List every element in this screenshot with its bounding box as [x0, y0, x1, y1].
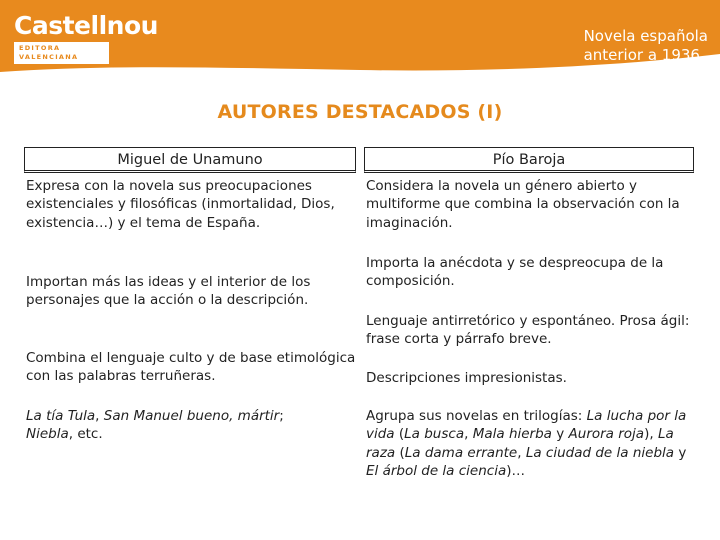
unamuno-paragraph-2: Importan más las ideas y el interior de los personajes que la acción o la descripción.: [26, 274, 311, 309]
slide-title: AUTORES DESTACADOS (I): [217, 101, 503, 123]
work-title: La lucha por la vida: [366, 408, 687, 443]
baroja-paragraph-3: Lenguaje antirretórico y espontáneo. Prosa ágil: frase corta y párrafo breve.: [366, 313, 690, 348]
trilogies-text: (: [394, 426, 405, 443]
trilogies-text: ),: [644, 426, 658, 443]
work-title: La busca: [404, 426, 465, 443]
trilogies-text: y: [551, 426, 569, 443]
trilogies-text: (: [395, 444, 405, 461]
work-title: La ciudad de la niebla: [525, 444, 675, 461]
work-title: Mala hierba: [472, 426, 552, 443]
trilogies-text: ,: [517, 444, 526, 461]
course-title-line2: anterior a 1936: [583, 46, 700, 64]
trilogies-text: )…: [506, 462, 526, 479]
works-separator: ;: [279, 408, 284, 424]
baroja-paragraph-4: Descripciones impresionistas.: [366, 370, 567, 386]
trilogies-text: ,: [464, 426, 473, 443]
works-separator: , etc.: [68, 426, 103, 443]
works-separator: ,: [95, 408, 104, 424]
logo-name: Castellnou: [14, 11, 158, 40]
baroja-paragraph-1: Considera la novela un género abierto y multiforme que combina la observación con la imaginación.: [366, 178, 680, 231]
trilogies-text: y: [674, 444, 687, 461]
work-title: Niebla: [26, 426, 69, 443]
work-title: San Manuel bueno, mártir: [103, 408, 280, 424]
unamuno-column: [24, 147, 356, 443]
course-title-line1: Novela española: [583, 27, 708, 45]
unamuno-heading: Miguel de Unamuno: [24, 147, 356, 173]
trilogies-text: Agrupa sus novelas en trilogías:: [366, 408, 587, 424]
logo-tagline: EDITORA VALENCIANA: [14, 42, 109, 64]
baroja-heading: Pío Baroja: [364, 147, 694, 173]
header-banner: [0, 0, 720, 72]
work-title: La raza: [366, 426, 674, 461]
work-title: La dama errante: [404, 444, 518, 461]
baroja-column: [364, 147, 694, 479]
unamuno-paragraph-3: Combina el lenguaje culto y de base etimológica con las palabras terruñeras.: [26, 350, 356, 385]
baroja-trilogies: [366, 407, 696, 480]
baroja-paragraph-2: Importa la anécdota y se despreocupa de la composición.: [366, 255, 664, 290]
unamuno-works: [26, 407, 356, 444]
publisher-logo: [14, 12, 158, 64]
work-title: El árbol de la ciencia: [366, 462, 507, 479]
course-title: [584, 27, 708, 65]
work-title: La tía Tula: [26, 408, 96, 424]
work-title: Aurora roja: [568, 426, 645, 443]
unamuno-paragraph-1: Expresa con la novela sus preocupaciones existenciales y filosóficas (inmortalidad, Dios, existencia…) y el tema de España.: [26, 178, 335, 231]
